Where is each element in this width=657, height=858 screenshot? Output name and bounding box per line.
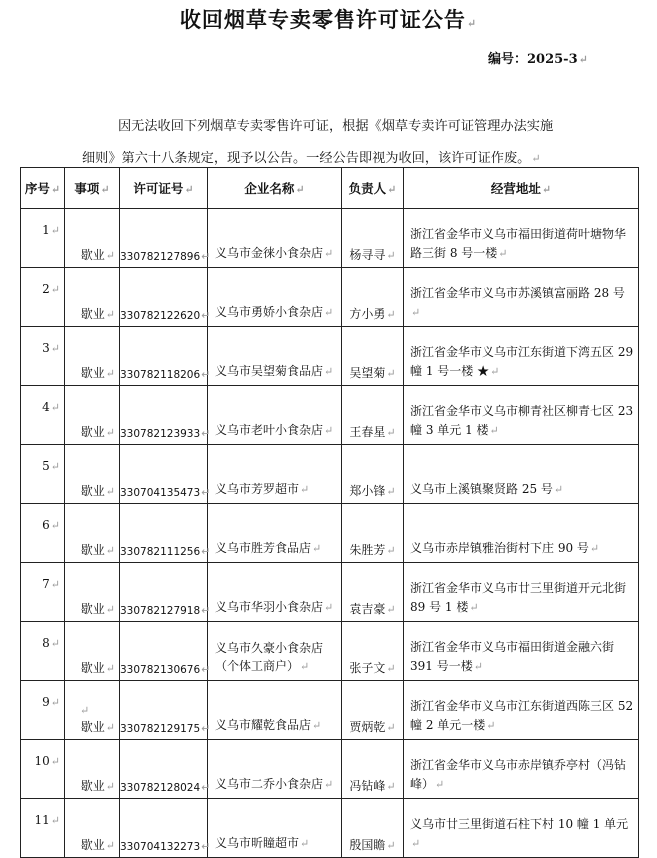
- row-seq: 7↵: [21, 563, 65, 622]
- row-person: 郑小锋↵: [342, 445, 404, 504]
- row-seq: 11↵: [21, 799, 65, 858]
- table-row: [21, 327, 639, 386]
- row-company: 义乌市耀乾食品店↵: [208, 681, 342, 740]
- row-company: 义乌市二乔小食杂店↵: [208, 740, 342, 799]
- row-event: 歇业↵: [65, 327, 120, 386]
- row-license: 330782122620↵: [120, 268, 208, 327]
- row-address: 浙江省金华市义乌市赤岸镇乔亭村（冯钻峰）↵: [404, 740, 639, 799]
- row-address: 浙江省金华市义乌市苏溪镇富丽路 28 号↵: [404, 268, 639, 327]
- row-address: 浙江省金华市义乌市福田街道金融六街 391 号一楼↵: [404, 622, 639, 681]
- row-person: 贾炳乾↵: [342, 681, 404, 740]
- notice-paragraph-line-1: 因无法收回下列烟草专卖零售许可证，根据《烟草专卖许可证管理办法实施: [118, 119, 554, 134]
- row-person: 朱胜芳↵: [342, 504, 404, 563]
- table-row: [21, 799, 639, 858]
- header-company: 企业名称↵: [208, 168, 342, 209]
- row-address: 浙江省金华市义乌市江东街道下湾五区 29 幢 1 号一楼 ★↵: [404, 327, 639, 386]
- row-license: 330704135473↵: [120, 445, 208, 504]
- row-address: 义乌市廿三里街道石柱下村 10 幢 1 单元↵: [404, 799, 639, 858]
- row-person: 张子文↵: [342, 622, 404, 681]
- document-title: 收回烟草专卖零售许可证公告↵: [179, 7, 478, 32]
- row-event: 歇业↵: [65, 504, 120, 563]
- table-row: [21, 504, 639, 563]
- row-seq: 4↵: [21, 386, 65, 445]
- row-person: 袁吉豪↵: [342, 563, 404, 622]
- row-seq: 6↵: [21, 504, 65, 563]
- row-license: 330782127896↵: [120, 209, 208, 268]
- row-license: 330704132273↵: [120, 799, 208, 858]
- row-license: 330782123933↵: [120, 386, 208, 445]
- row-person: 殷国瞻↵: [342, 799, 404, 858]
- table-row: [21, 681, 639, 740]
- paragraph-mark-icon: ↵: [578, 53, 588, 66]
- license-table: [20, 167, 639, 858]
- paragraph-mark-icon: ↵: [531, 152, 541, 165]
- row-address: 义乌市赤岸镇雅治街村下庄 90 号↵: [404, 504, 639, 563]
- row-event: 歇业↵: [65, 386, 120, 445]
- row-company: 义乌市金徕小食杂店↵: [208, 209, 342, 268]
- row-seq: 1↵: [21, 209, 65, 268]
- row-event: 歇业↵: [65, 740, 120, 799]
- row-seq: 9↵: [21, 681, 65, 740]
- row-address: 浙江省金华市义乌市福田街道荷叶塘物华路三街 8 号一楼↵: [404, 209, 639, 268]
- row-event: 歇业↵: [65, 681, 120, 740]
- row-address: 浙江省金华市义乌市柳青社区柳青七区 23 幢 3 单元 1 楼↵: [404, 386, 639, 445]
- row-license: 330782130676↵: [120, 622, 208, 681]
- row-company: 义乌市华羽小食杂店↵: [208, 563, 342, 622]
- row-address: 浙江省金华市义乌市廿三里街道开元北街 89 号 1 楼↵: [404, 563, 639, 622]
- table-row: [21, 622, 639, 681]
- row-company: 义乌市老叶小食杂店↵: [208, 386, 342, 445]
- header-event: 事项↵: [65, 168, 120, 209]
- table-row: [21, 268, 639, 327]
- table-row: [21, 740, 639, 799]
- paragraph-mark-icon: ↵: [80, 704, 90, 717]
- document-number: 编号：2025-3↵: [488, 52, 588, 67]
- paragraph-mark-icon: ↵: [466, 17, 478, 30]
- row-seq: 3↵: [21, 327, 65, 386]
- row-company: 义乌市芳罗超市↵: [208, 445, 342, 504]
- row-person: 王春星↵: [342, 386, 404, 445]
- header-license: 许可证号↵: [120, 168, 208, 209]
- table-row: [21, 386, 639, 445]
- row-seq: 2↵: [21, 268, 65, 327]
- row-seq: 8↵: [21, 622, 65, 681]
- row-company: 义乌市昕瞳超市↵: [208, 799, 342, 858]
- row-event: 歇业↵: [65, 563, 120, 622]
- row-event: 歇业↵: [65, 268, 120, 327]
- row-address: 浙江省金华市义乌市江东街道西陈三区 52 幢 2 单元一楼↵: [404, 681, 639, 740]
- row-company: 义乌市久豪小食杂店（个体工商户）↵: [208, 622, 342, 681]
- row-person: 方小勇↵: [342, 268, 404, 327]
- row-company: 义乌市胜芳食品店↵: [208, 504, 342, 563]
- row-event: 歇业↵: [65, 799, 120, 858]
- row-event: 歇业↵: [65, 209, 120, 268]
- row-license: 330782129175↵: [120, 681, 208, 740]
- row-company: 义乌市勇娇小食杂店↵: [208, 268, 342, 327]
- row-address: 义乌市上溪镇聚贤路 25 号↵: [404, 445, 639, 504]
- row-license: 330782118206↵: [120, 327, 208, 386]
- row-person: 杨寻寻↵: [342, 209, 404, 268]
- header-seq: 序号↵: [21, 168, 65, 209]
- row-event: 歇业↵: [65, 622, 120, 681]
- row-seq: 10↵: [21, 740, 65, 799]
- header-person: 负责人↵: [342, 168, 404, 209]
- header-address: 经营地址↵: [404, 168, 639, 209]
- row-license: 330782111256↵: [120, 504, 208, 563]
- table-row: [21, 563, 639, 622]
- row-event: 歇业↵: [65, 445, 120, 504]
- row-license: 330782128024↵: [120, 740, 208, 799]
- table-row: [21, 445, 639, 504]
- row-company: 义乌市吴望菊食品店↵: [208, 327, 342, 386]
- row-license: 330782127918↵: [120, 563, 208, 622]
- row-seq: 5↵: [21, 445, 65, 504]
- table-row: [21, 209, 639, 268]
- table-header-row: [21, 168, 639, 209]
- row-person: 吴望菊↵: [342, 327, 404, 386]
- notice-paragraph-line-2: 细则》第六十八条规定，现予以公告。一经公告即视为收回，该许可证作废。↵: [82, 151, 541, 166]
- row-person: 冯钻峰↵: [342, 740, 404, 799]
